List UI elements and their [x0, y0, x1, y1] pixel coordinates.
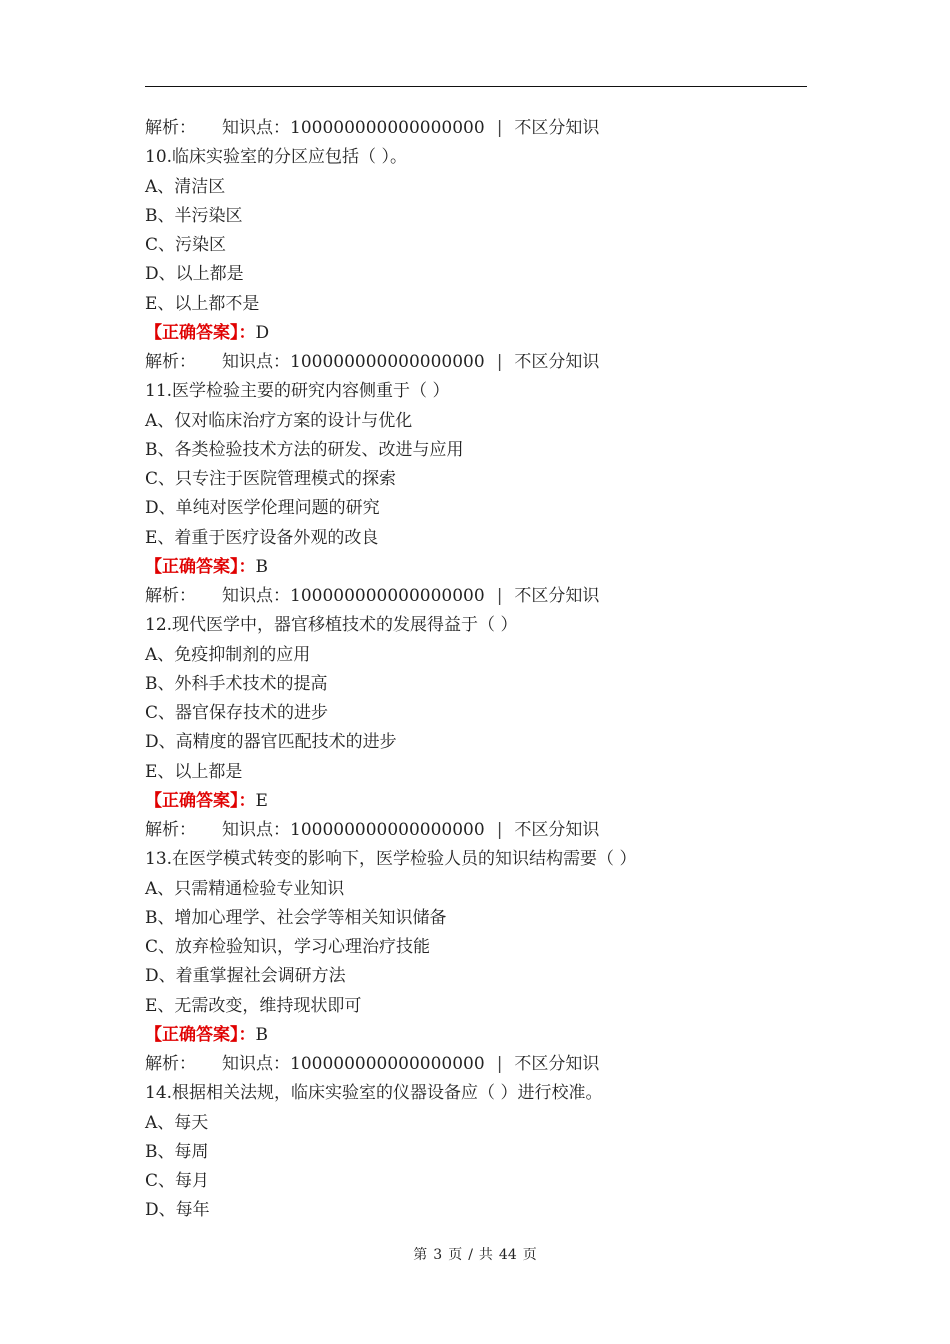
answer-line: 【正确答案】：E	[145, 790, 268, 811]
question-stem: 12.现代医学中，器官移植技术的发展得益于（ ）	[145, 615, 518, 636]
option-d: D、着重掌握社会调研方法	[145, 966, 346, 987]
option-e: E、着重于医疗设备外观的改良	[145, 527, 379, 548]
answer-label: 【正确答案】	[145, 790, 239, 811]
analysis-line: 解析： 知识点：100000000000000000 | 不区分知识	[145, 1054, 600, 1074]
total-pages: 44	[498, 1247, 517, 1263]
analysis-line: 解析： 知识点：100000000000000000 | 不区分知识	[145, 820, 600, 840]
option-d: D、高精度的器官匹配技术的进步	[145, 732, 397, 753]
answer-value: D	[255, 322, 270, 343]
option-e: E、以上都不是	[145, 293, 260, 314]
option-b: B、增加心理学、社会学等相关知识储备	[145, 907, 447, 928]
answer-value: B	[255, 1024, 268, 1045]
analysis-line: 解析： 知识点：100000000000000000 | 不区分知识	[145, 586, 600, 606]
answer-value: B	[255, 556, 268, 577]
option-b: B、半污染区	[145, 205, 243, 226]
answer-line: 【正确答案】：B	[145, 1024, 268, 1045]
option-c: C、每月	[145, 1171, 210, 1191]
option-c: C、只专注于医院管理模式的探索	[145, 469, 397, 489]
option-b: B、外科手术技术的提高	[145, 673, 328, 694]
option-d: D、每年	[145, 1200, 210, 1221]
option-a: A、免疫抑制剂的应用	[145, 644, 311, 665]
question-stem: 10.临床实验室的分区应包括（ ）。	[145, 147, 407, 168]
option-e: E、无需改变，维持现状即可	[145, 995, 362, 1016]
option-a: A、仅对临床治疗方案的设计与优化	[145, 410, 413, 431]
option-e: E、以上都是	[145, 761, 243, 782]
option-c: C、器官保存技术的进步	[145, 703, 329, 723]
option-a: A、清洁区	[145, 176, 226, 197]
option-c: C、放弃检验知识，学习心理治疗技能	[145, 937, 431, 957]
question-stem: 13.在医学模式转变的影响下，医学检验人员的知识结构需要（ ）	[145, 849, 637, 870]
header-rule	[145, 86, 807, 87]
answer-value: E	[255, 790, 268, 811]
option-a: A、只需精通检验专业知识	[145, 878, 345, 899]
option-a: A、每天	[145, 1112, 209, 1133]
page-number: 3	[433, 1247, 443, 1263]
option-d: D、单纯对医学伦理问题的研究	[145, 498, 380, 519]
answer-line: 【正确答案】：B	[145, 556, 268, 577]
option-c: C、污染区	[145, 235, 227, 255]
answer-label: 【正确答案】	[145, 322, 239, 343]
question-stem: 11.医学检验主要的研究内容侧重于（ ）	[145, 381, 450, 402]
document-body	[145, 114, 807, 1226]
answer-line: 【正确答案】：D	[145, 322, 270, 343]
answer-label: 【正确答案】	[145, 1024, 239, 1045]
option-b: B、每周	[145, 1141, 209, 1162]
page-footer: 第 3 页 / 共 44 页	[413, 1247, 537, 1263]
question-stem: 14.根据相关法规，临床实验室的仪器设备应（ ）进行校准。	[145, 1083, 603, 1104]
answer-label: 【正确答案】	[145, 556, 239, 577]
analysis-line: 解析： 知识点：100000000000000000 | 不区分知识	[145, 118, 600, 138]
analysis-line: 解析： 知识点：100000000000000000 | 不区分知识	[145, 352, 600, 372]
option-d: D、以上都是	[145, 264, 244, 285]
option-b: B、各类检验技术方法的研发、改进与应用	[145, 439, 464, 460]
